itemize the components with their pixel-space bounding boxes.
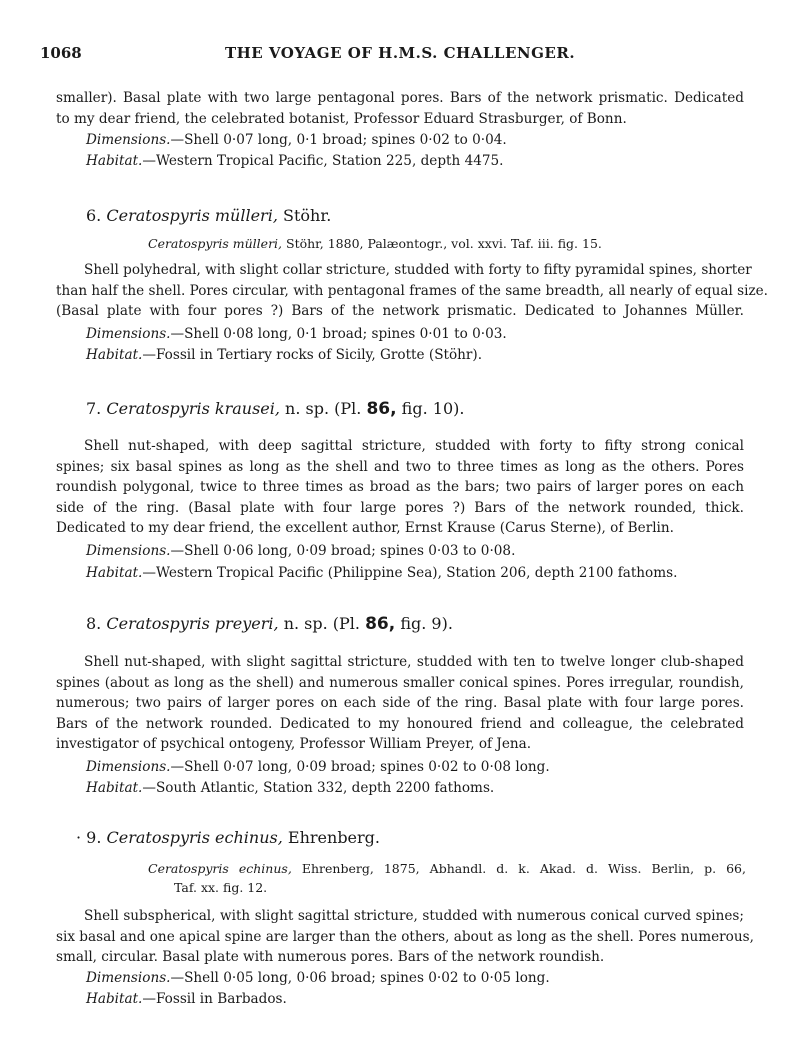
species-7-dimensions xyxy=(86,541,515,561)
species-9-description xyxy=(56,906,754,968)
species-name: Ceratospyris echinus, xyxy=(106,828,283,847)
species-author: Stöhr. xyxy=(283,206,332,225)
species-7-heading xyxy=(86,399,464,419)
text-line: smaller). Basal plate with two large pentagonal pores. Bars of the network prismatic. Dedicated xyxy=(56,90,744,106)
reference-text: Stöhr, 1880, Palæontogr., vol. xxvi. Taf. iii. fig. 15. xyxy=(286,236,602,251)
species-9-habitat xyxy=(86,989,287,1009)
species-9-dimensions xyxy=(86,968,550,988)
habitat-text: —Fossil in Tertiary rocks of Sicily, Grotte (Stöhr). xyxy=(142,347,483,363)
dimensions-label: Dimensions. xyxy=(86,759,171,775)
figure-ref: fig. 9). xyxy=(400,614,453,633)
text-line: side of the ring. (Basal plate with four large pores ?) Bars of the network rounded, thick. xyxy=(56,499,744,516)
species-6-heading xyxy=(86,206,331,225)
species-number: 6. xyxy=(86,206,102,225)
species-name: Ceratospyris mülleri, xyxy=(106,206,278,225)
species-8-dimensions xyxy=(86,757,550,777)
dimensions-text: —Shell 0·06 long, 0·09 broad; spines 0·03 to 0·08. xyxy=(170,543,516,559)
species-author: Ehrenberg. xyxy=(287,828,380,847)
species-8-description xyxy=(56,652,744,755)
dimensions-label: Dimensions. xyxy=(86,543,171,559)
text-line: six basal and one apical spine are larger than the others, about as long as the shell. Pores numerous, xyxy=(56,928,754,945)
habitat-text: —South Atlantic, Station 332, depth 2200 fathoms. xyxy=(142,780,495,796)
dimensions-text: —Shell 0·07 long, 0·1 broad; spines 0·02 to 0·04. xyxy=(170,132,507,148)
habitat-text: —Western Tropical Pacific, Station 225, depth 4475. xyxy=(142,153,504,169)
text-line: to my dear friend, the celebrated botanist, Professor Eduard Strasburger, of Bonn. xyxy=(56,110,627,127)
species-6-reference xyxy=(148,234,602,253)
species-6-dimensions xyxy=(86,324,507,344)
reference-line xyxy=(148,859,746,878)
dimensions-label: Dimensions. xyxy=(86,132,171,148)
intro-dimensions xyxy=(86,130,507,150)
text-line: spines; six basal spines as long as the shell and two to three times as long as the others. Pores xyxy=(56,458,744,475)
text-line: spines (about as long as the shell) and numerous smaller conical spines. Pores irregular, roundish, xyxy=(56,674,744,691)
habitat-label: Habitat. xyxy=(86,780,143,796)
reference-text: Ehrenberg, 1875, Abhandl. d. k. Akad. d. Wiss. Berlin, p. 66, xyxy=(301,861,746,876)
species-7-description xyxy=(56,436,744,539)
species-7-habitat xyxy=(86,563,677,583)
page-number: 1068 xyxy=(40,44,82,62)
species-6-habitat xyxy=(86,345,482,365)
species-nsp: n. sp. (Pl. xyxy=(285,399,362,418)
text-line: Shell subspherical, with slight sagittal stricture, studded with numerous conical curved spines; xyxy=(84,908,744,924)
intro-habitat xyxy=(86,151,504,171)
running-title: THE VOYAGE OF H.M.S. CHALLENGER. xyxy=(224,44,576,62)
species-8-habitat xyxy=(86,778,494,798)
dimensions-label: Dimensions. xyxy=(86,970,171,986)
text-line: numerous; two pairs of larger pores on each side of the ring. Basal plate with four large pores. xyxy=(56,695,744,711)
text-line: Bars of the network rounded. Dedicated to my honoured friend and colleague, the celebrated xyxy=(56,715,744,732)
text-line: (Basal plate with four pores ?) Bars of the network prismatic. Dedicated to Johannes Müller. xyxy=(56,303,744,319)
habitat-label: Habitat. xyxy=(86,565,143,581)
reference-name: Ceratospyris echinus, xyxy=(148,861,292,876)
habitat-text: —Fossil in Barbados. xyxy=(142,991,287,1007)
species-9-reference xyxy=(148,859,746,897)
reference-name: Ceratospyris mülleri, xyxy=(148,236,283,251)
species-nsp: n. sp. (Pl. xyxy=(283,614,360,633)
plate-number: 86, xyxy=(365,614,396,634)
species-9-heading xyxy=(76,828,380,847)
text-line: small, circular. Basal plate with numerous pores. Bars of the network roundish. xyxy=(56,949,605,965)
plate-number: 86, xyxy=(366,399,397,419)
text-line: than half the shell. Pores circular, with pentagonal frames of the same breadth, all nearly of equal size. xyxy=(56,282,768,299)
text-line: Dedicated to my dear friend, the excellent author, Ernst Krause (Carus Sterne), of Berlin. xyxy=(56,520,674,536)
species-name: Ceratospyris preyeri, xyxy=(106,614,279,633)
dimensions-text: —Shell 0·08 long, 0·1 broad; spines 0·01 to 0·03. xyxy=(170,326,507,342)
habitat-label: Habitat. xyxy=(86,991,143,1007)
text-line: Shell nut-shaped, with slight sagittal stricture, studded with ten to twelve longer club-shaped xyxy=(84,654,744,670)
text-line: Shell polyhedral, with slight collar stricture, studded with forty to fifty pyramidal spines, shorter xyxy=(84,262,752,278)
habitat-label: Habitat. xyxy=(86,347,143,363)
dimensions-label: Dimensions. xyxy=(86,326,171,342)
species-name: Ceratospyris krausei, xyxy=(106,399,280,418)
text-line: investigator of psychical ontogeny, Professor William Preyer, of Jena. xyxy=(56,736,532,752)
species-8-heading xyxy=(86,614,453,634)
reference-line: Taf. xx. fig. 12. xyxy=(174,880,268,895)
species-6-description xyxy=(56,260,768,322)
species-number: 7. xyxy=(86,399,102,418)
habitat-label: Habitat. xyxy=(86,153,143,169)
figure-ref: fig. 10). xyxy=(401,399,465,418)
text-line: Shell nut-shaped, with deep sagittal stricture, studded with forty to fifty strong conical xyxy=(84,438,744,454)
dimensions-text: —Shell 0·07 long, 0·09 broad; spines 0·02 to 0·08 long. xyxy=(170,759,550,775)
dimensions-text: —Shell 0·05 long, 0·06 broad; spines 0·02 to 0·05 long. xyxy=(170,970,550,986)
intro-paragraph xyxy=(56,88,744,129)
habitat-text: —Western Tropical Pacific (Philippine Sea), Station 206, depth 2100 fathoms. xyxy=(142,565,678,581)
species-number: · 9. xyxy=(76,828,102,847)
species-number: 8. xyxy=(86,614,102,633)
text-line: roundish polygonal, twice to three times as broad as the bars; two pairs of larger pores on each xyxy=(56,479,744,495)
